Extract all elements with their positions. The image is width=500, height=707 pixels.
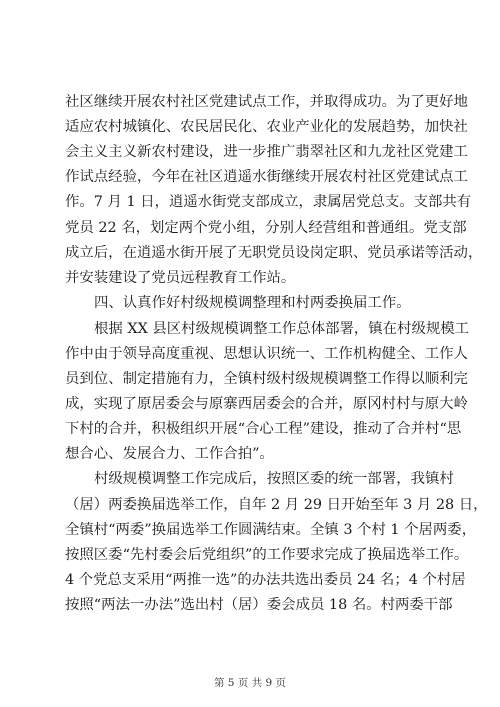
section-heading: 四、认真作好村级规模调整理和村两委换届工作。 [94,295,411,311]
text-line: 根据 XX 县区村级规模调整工作总体部署，镇在村级规模工 [94,321,470,337]
text-line: 想合心、发展合力、工作合拍”。 [65,446,274,462]
text-line: 社区继续开展农村社区党建试点工作，并取得成功。为了更好地 [65,94,468,110]
text-line: 并安装建设了党员远程教育工作站。 [65,270,296,286]
text-line: 适应农村城镇化、农民居民化、农业产业化的发展趋势，加快社 [65,119,468,135]
text-line: 党员 22 名，划定两个党小组，分别人经营组和普通组。党支部 [65,220,467,236]
text-line: 作试点经验，今年在社区逍遥水街继续开展农村社区党建试点工 [65,169,468,185]
text-line: 成，实现了原居委会与原寨西居委会的合并，原冈村村与原大岭 [65,396,468,412]
text-line: 员到位、制定措施有力，全镇村级村级规模调整工作得以顺利完 [65,371,468,387]
text-line: 按照区委“先村委会后党组织”的工作要求完成了换届选举工作。 [65,547,469,563]
text-line: 全镇村“两委”换届选举工作圆满结束。全镇 3 个村 1 个居两委， [65,522,477,538]
text-line: 按照“两法一办法”选出村（居）委会成员 18 名。村两委干部 [65,597,453,613]
text-line: 作中由于领导高度重视、思想认识统一、工作机构健全、工作人 [65,346,468,362]
text-line: 4 个党总支采用“两推一选”的办法共选出委员 24 名；4 个村居 [65,572,466,588]
text-line: 村级规模调整工作完成后，按照区委的统一部署，我镇村 [94,471,454,487]
text-line: 成立后，在逍遥水街开展了无职党员设岗定职、党员承诺等活动， [65,245,483,261]
text-line: （居）两委换届选举工作，自年 2 月 29 日开始至年 3 月 28 日， [65,497,488,513]
page-number-footer: 第 5 页 共 9 页 [213,677,287,689]
text-line: 作。7 月 1 日，逍遥水街党支部成立，隶属居党总支。支部共有 [65,194,472,210]
text-line: 会主义主义新农村建设，进一步推广翡翠社区和九龙社区党建工 [65,144,468,160]
text-line: 下村的合并，积极组织开展“合心工程”建设，推动了合并村“思 [65,421,462,437]
